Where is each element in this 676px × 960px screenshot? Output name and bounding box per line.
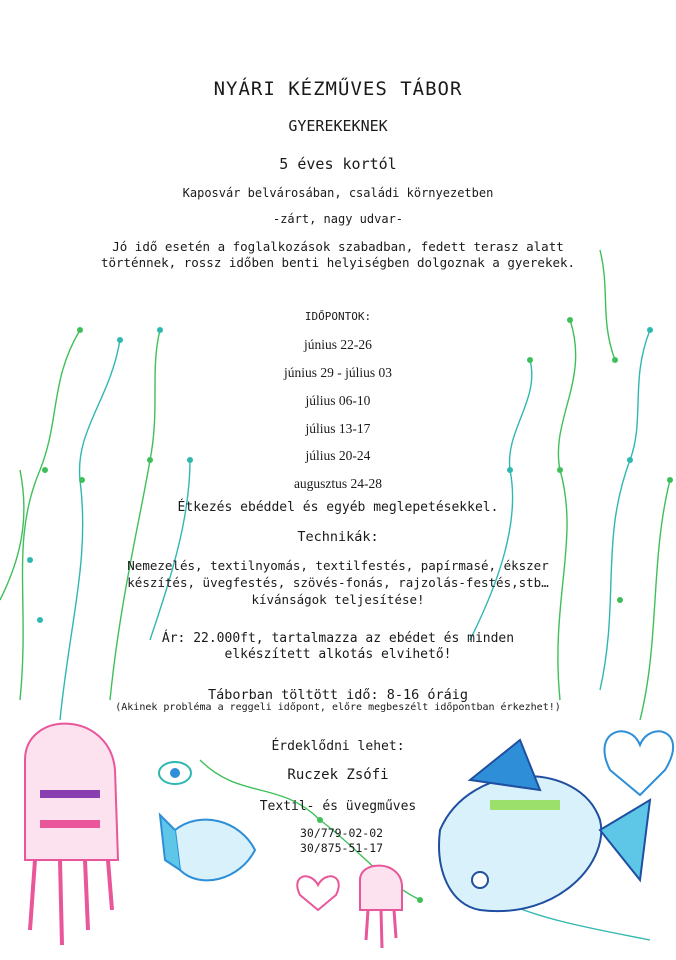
phone-list <box>300 826 383 856</box>
hours-note: (Akinek probléma a reggeli időpont, előre megbeszélt időpontban érkezhet!) <box>115 702 561 713</box>
contact-heading: Érdeklődni lehet: <box>271 739 405 754</box>
date-item: július 20-24 <box>305 448 371 463</box>
age-info: 5 éves kortól <box>279 155 397 173</box>
phone-number: 30/779-02-02 <box>300 826 384 840</box>
date-item: július 06-10 <box>305 393 371 408</box>
poster-subtitle: GYEREKEKNEK <box>288 117 388 135</box>
techniques-list: Nemezelés, textilnyomás, textilfestés, papírmasé, ékszer készítés, üvegfestés, szövés-fonás, rajzolás-festés,stb… kívánságok teljesítése! <box>127 558 549 607</box>
yard-info: -zárt, nagy udvar- <box>272 212 404 226</box>
contact-role: Textil- és üvegműves <box>259 799 417 814</box>
dates-heading: IDŐPONTOK: <box>304 310 372 323</box>
location-info: Kaposvár belvárosában, családi környezetben <box>182 186 494 200</box>
date-item: június 22-26 <box>304 337 372 352</box>
poster-title: NYÁRI KÉZMŰVES TÁBOR <box>213 78 463 100</box>
date-item: július 13-17 <box>305 421 371 436</box>
phone-number: 30/875-51-17 <box>300 841 384 855</box>
price-info: Ár: 22.000ft, tartalmazza az ebédet és minden elkészített alkotás elvihető! <box>161 631 515 662</box>
fish-icon <box>160 740 650 911</box>
contact-name: Ruczek Zsófi <box>287 767 389 783</box>
meals-info: Étkezés ebéddel és egyéb meglepetésekkel. <box>177 500 499 515</box>
date-item: augusztus 24-28 <box>293 476 383 491</box>
weather-info: Jó idő esetén a foglalkozások szabadban, fedett terasz alatt történnek, rossz időben benti helyiségben dolgoznak a gyerekek. <box>100 239 576 270</box>
techniques-heading: Technikák: <box>297 529 379 545</box>
date-item: június 29 - július 03 <box>283 365 392 380</box>
hours-info: Táborban töltött idő: 8-16 óráig <box>207 687 469 703</box>
